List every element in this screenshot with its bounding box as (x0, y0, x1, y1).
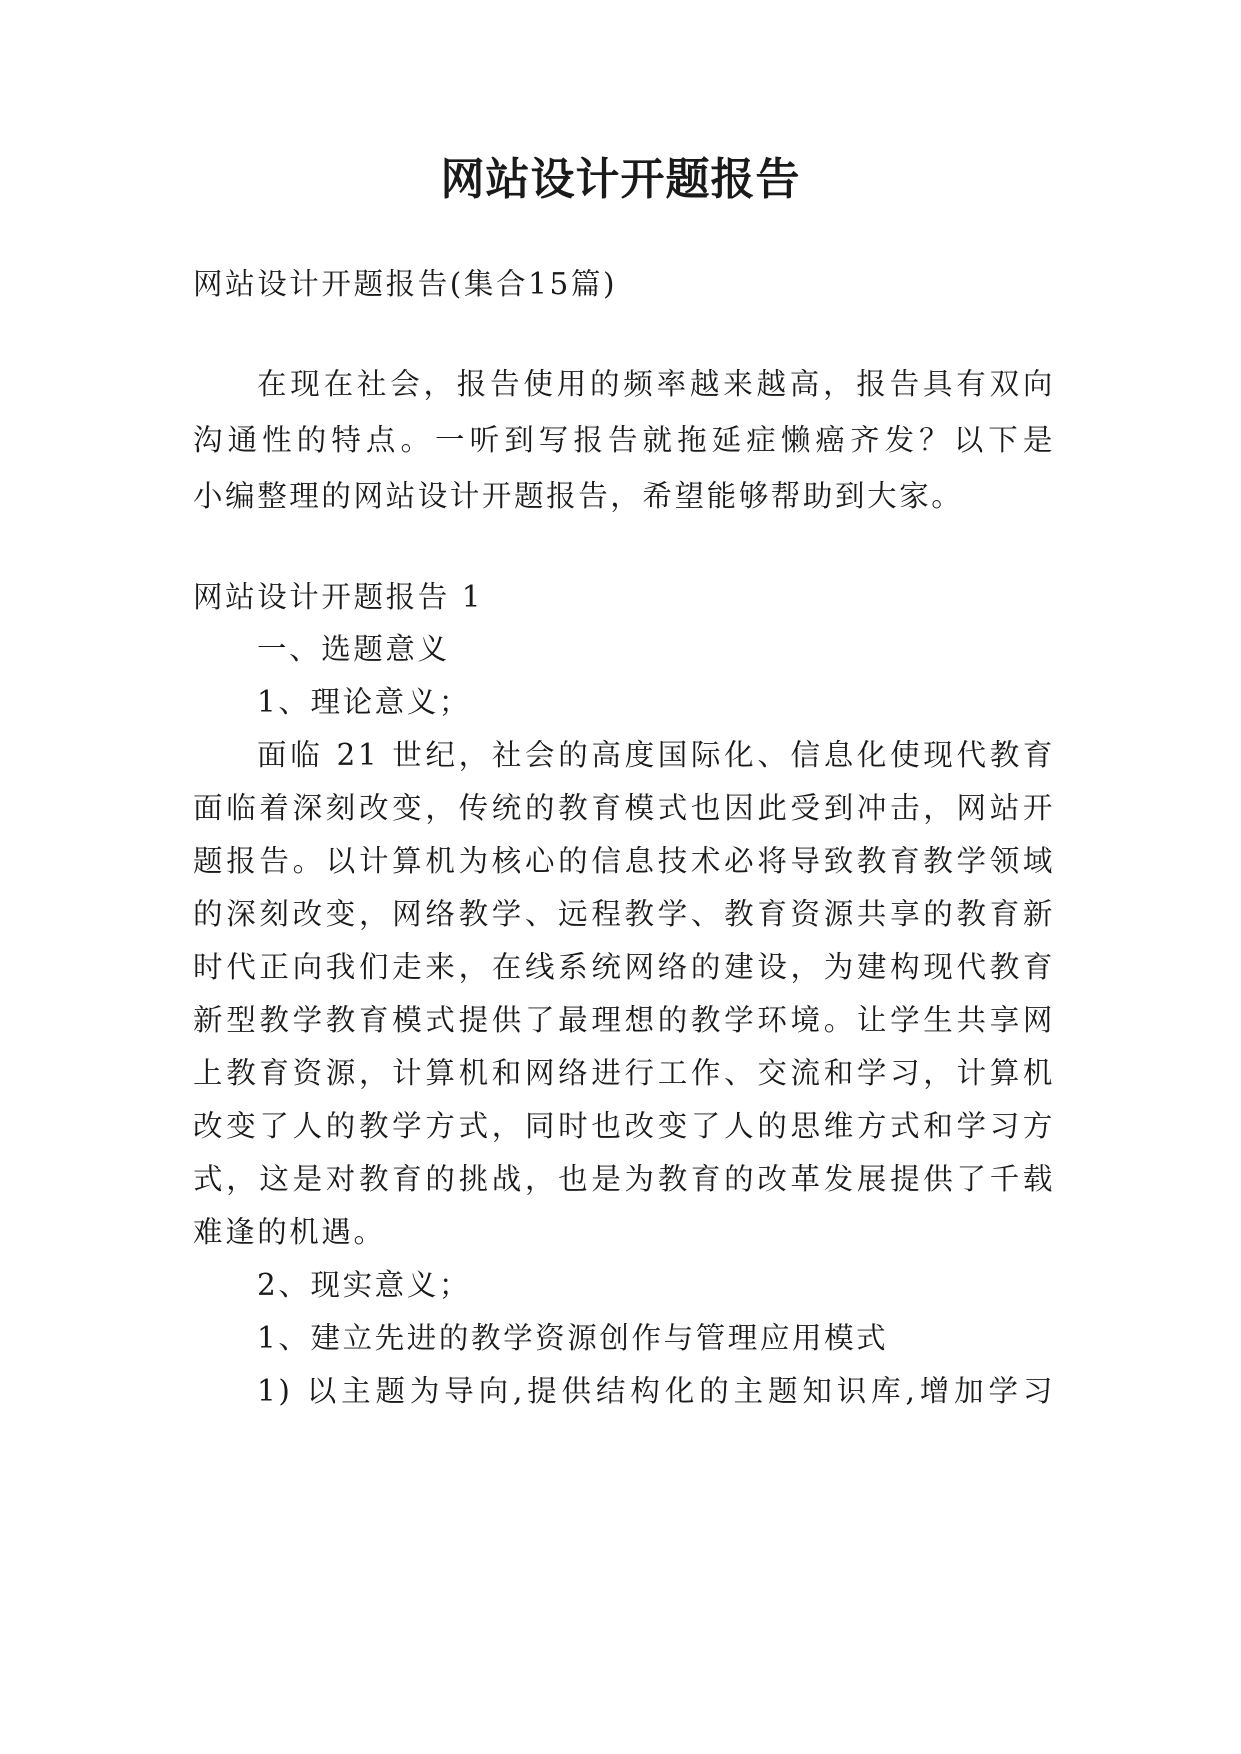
paragraph-line: 新型教学教育模式提供了最理想的教学环境。让学生共享网 (193, 1003, 1055, 1037)
paragraph-line: 的深刻改变，网络教学、远程教学、教育资源共享的教育新 (193, 897, 1055, 931)
section-heading: 网站设计开题报告 1 (193, 580, 484, 614)
paragraph-line: 式，这是对教育的挑战，也是为教育的改革发展提供了千载 (193, 1162, 1055, 1196)
intro-line: 沟通性的特点。一听到写报告就拖延症懒癌齐发？以下是 (193, 423, 1055, 457)
heading-practical-significance: 2、现实意义； (257, 1268, 471, 1302)
paragraph-line: 上教育资源，计算机和网络进行工作、交流和学习，计算机 (193, 1056, 1055, 1090)
paragraph-line: 面临着深刻改变，传统的教育模式也因此受到冲击，网站开 (193, 791, 1055, 825)
intro-line: 小编整理的网站设计开题报告，希望能够帮助到大家。 (193, 479, 964, 513)
list-subitem: 1) 以主题为导向,提供结构化的主题知识库,增加学习 (257, 1374, 1055, 1408)
paragraph-line: 面临 21 世纪，社会的高度国际化、信息化使现代教育 (257, 738, 1055, 772)
paragraph-line: 改变了人的教学方式，同时也改变了人的思维方式和学习方 (193, 1109, 1055, 1143)
paragraph-line: 时代正向我们走来，在线系统网络的建设，为建构现代教育 (193, 950, 1055, 984)
heading-selection-significance: 一、选题意义 (257, 632, 450, 666)
heading-theoretical-significance: 1、理论意义； (257, 685, 471, 719)
document-title: 网站设计开题报告 (440, 154, 801, 205)
document-subtitle: 网站设计开题报告(集合15篇) (193, 267, 618, 301)
intro-line: 在现在社会，报告使用的频率越来越高，报告具有双向 (257, 367, 1055, 401)
paragraph-line: 难逢的机遇。 (193, 1215, 386, 1249)
list-item: 1、建立先进的教学资源创作与管理应用模式 (257, 1321, 889, 1355)
paragraph-line: 题报告。以计算机为核心的信息技术必将导致教育教学领域 (193, 844, 1055, 878)
